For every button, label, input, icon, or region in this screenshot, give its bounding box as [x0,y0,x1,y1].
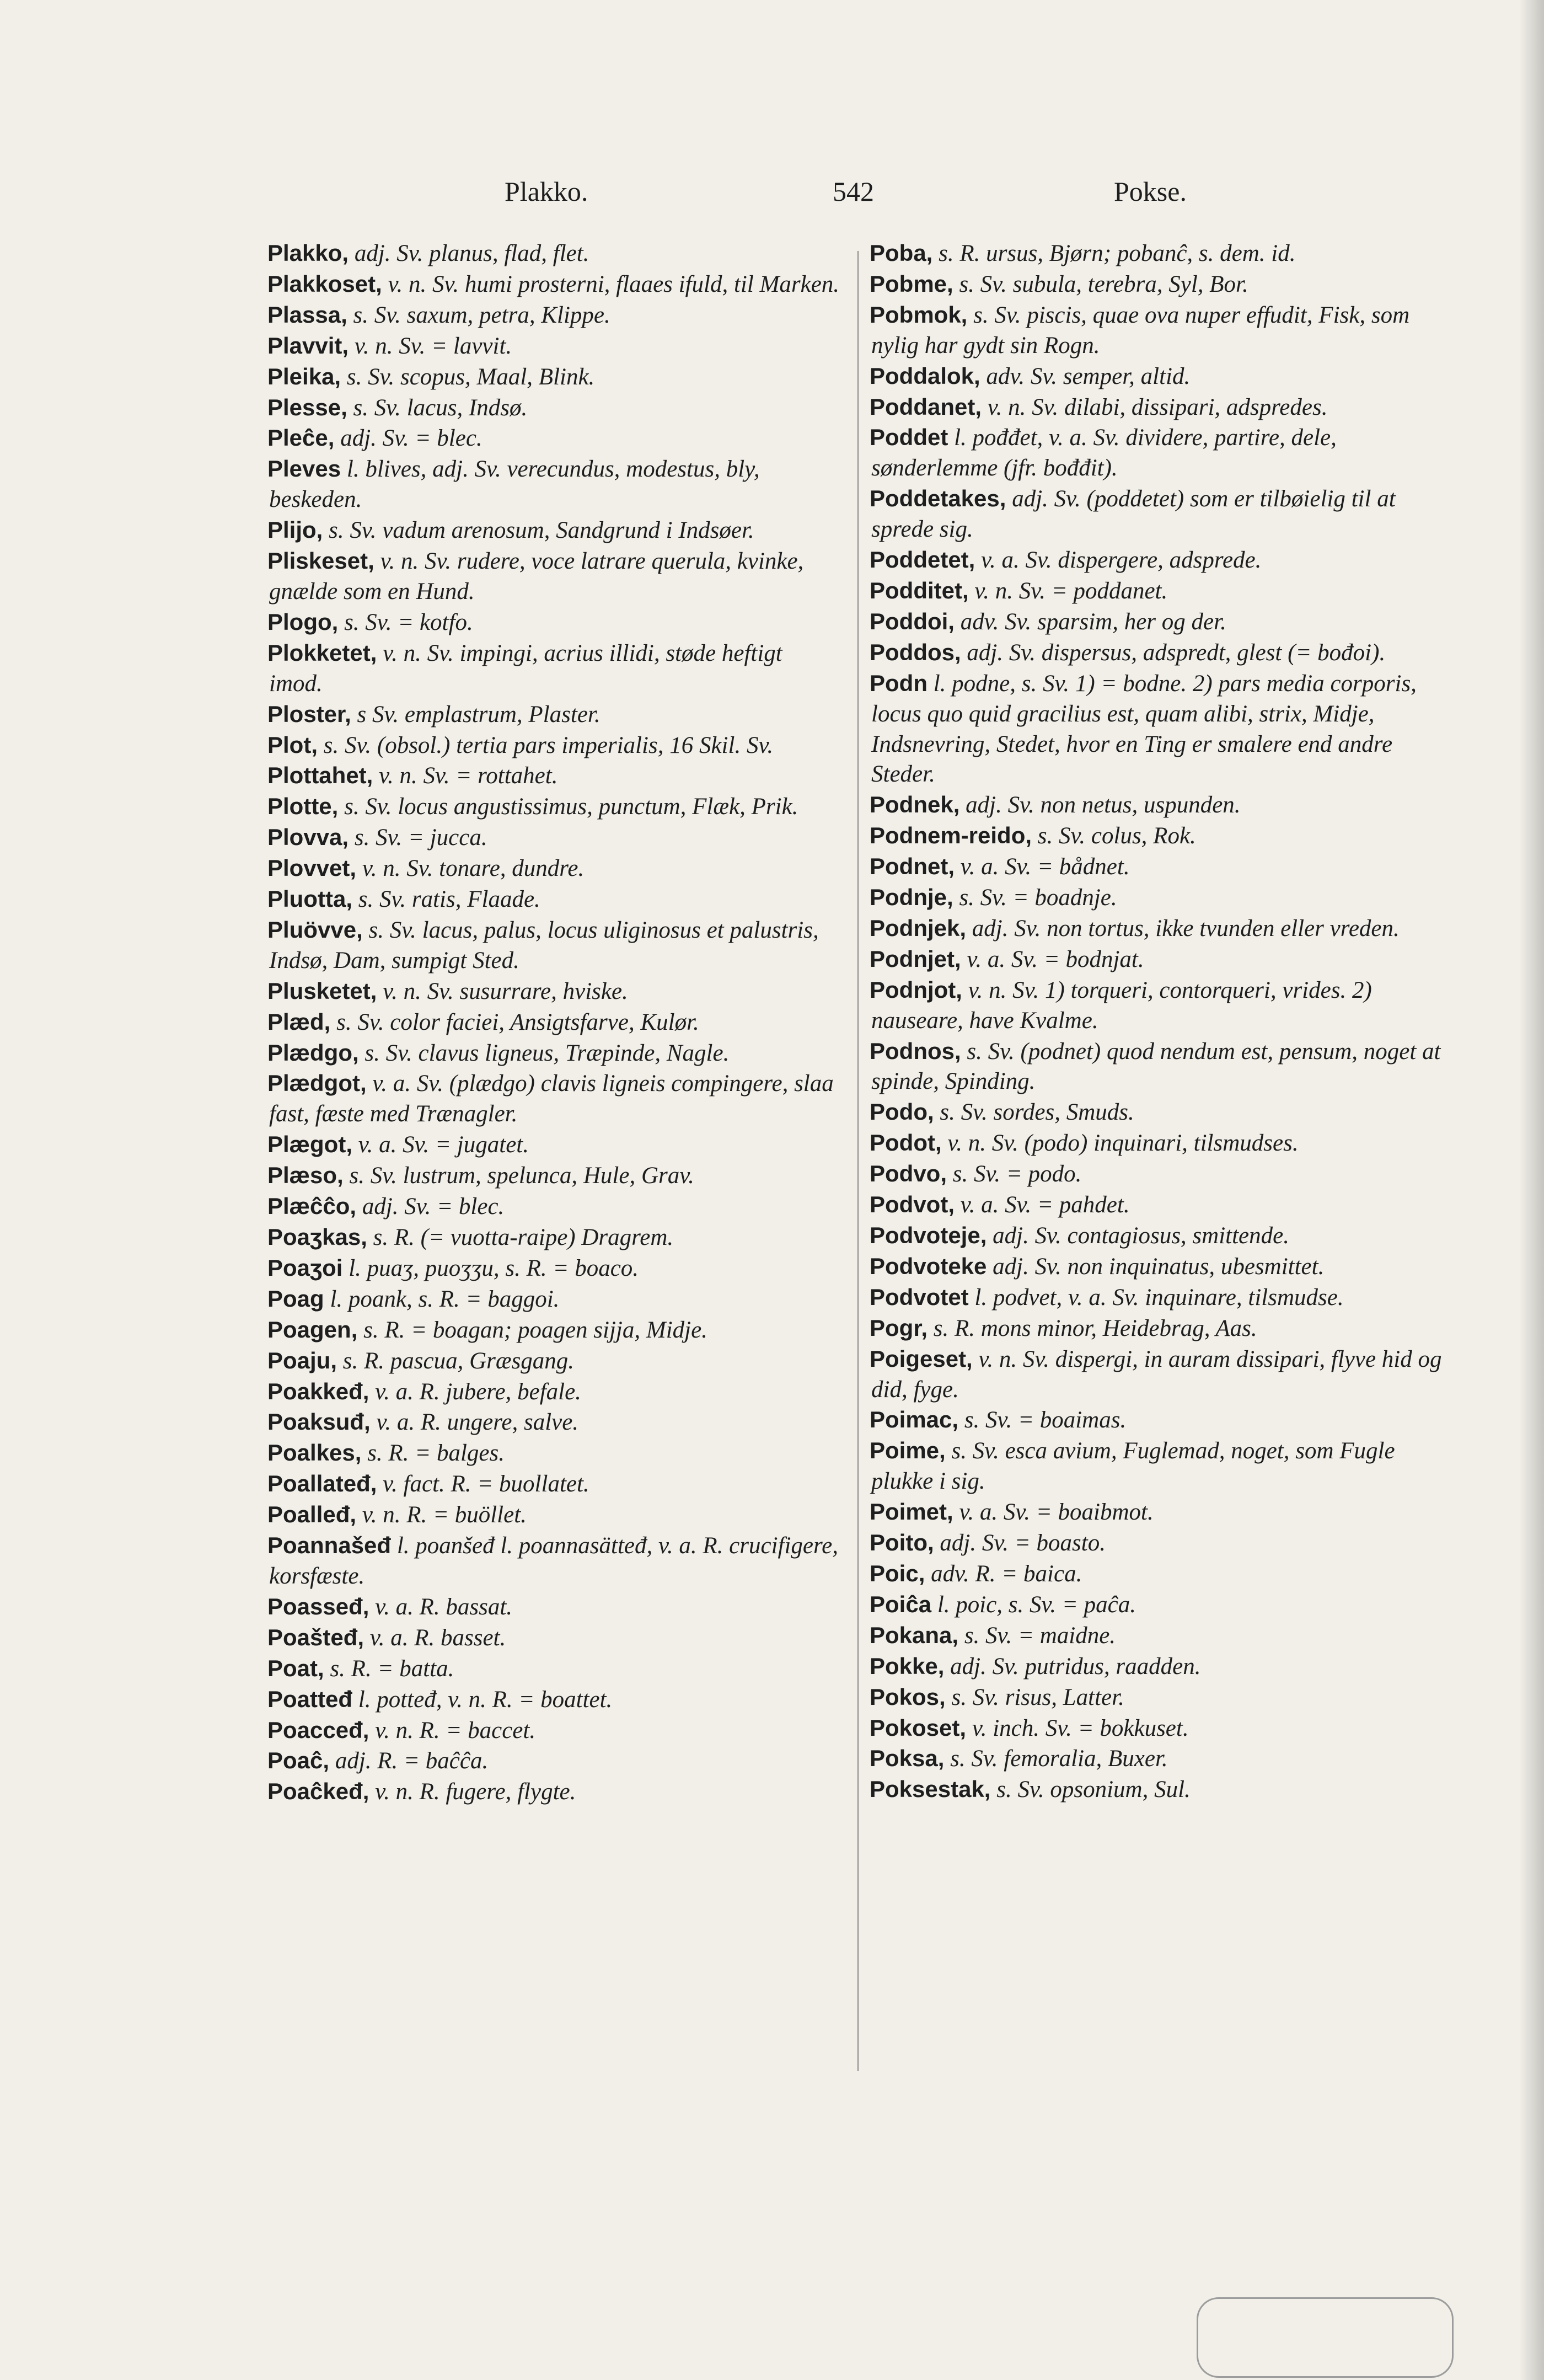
entry-definition: adv. Sv. semper, altid. [986,363,1191,389]
dictionary-entry [871,975,1445,1036]
entry-headword: Pluövve, [267,916,363,943]
entry-headword: Poasseđ, [267,1593,369,1619]
dictionary-entry [871,607,1445,638]
dictionary-entry [871,1713,1445,1744]
entry-headword: Poimac, [870,1406,959,1433]
entry-headword: Plot, [267,731,318,758]
entry-headword: Poacceđ, [267,1716,369,1743]
entry-headword: Poddos, [870,639,961,665]
dictionary-entry [269,393,841,424]
entry-headword: Poito, [870,1529,934,1556]
dictionary-entry [871,1159,1445,1190]
entry-definition: l. potteđ, v. n. R. = boattet. [358,1686,613,1713]
entry-headword: Pobme, [870,270,953,297]
entry-headword: Plægot, [267,1131,352,1158]
entry-headword: Poigeset, [870,1345,973,1372]
dictionary-entry [871,238,1445,269]
entry-headword: Plovvet, [267,855,357,881]
dictionary-entry [871,422,1445,484]
dictionary-entry [269,454,841,515]
entry-definition: l. poank, s. R. = baggoi. [330,1286,560,1312]
entry-headword: Poic, [870,1560,925,1586]
entry-headword: Plassa, [267,301,347,328]
entry-definition: s. Sv. = maidne. [964,1622,1116,1649]
entry-headword: Poannašeđ [267,1532,392,1559]
entry-headword: Pokos, [870,1683,946,1710]
entry-headword: Podn [870,670,928,696]
entry-headword: Podditet, [870,577,969,603]
entry-definition: s. R. = balges. [367,1440,505,1467]
entry-definition: s. Sv. = kotfo. [344,609,473,635]
dictionary-entry [871,1620,1445,1651]
entry-headword: Podot, [870,1130,942,1156]
entry-definition: v. inch. Sv. = bokkuset. [972,1715,1189,1741]
entry-headword: Poaĉ, [267,1747,330,1774]
entry-definition: v. n. Sv. susurrare, hviske. [383,978,628,1004]
dictionary-entry [269,761,841,791]
entry-definition: v. n. Sv. = poddanet. [974,577,1168,604]
entry-headword: Plottahet, [267,762,373,789]
dictionary-entry [269,884,841,915]
dictionary-entry [269,1684,841,1715]
entry-headword: Poag [267,1285,324,1312]
entry-headword: Poddoi, [870,608,955,634]
entry-definition: s. Sv. sordes, Smuds. [940,1099,1134,1126]
dictionary-entry [871,1436,1445,1497]
dictionary-entry [269,515,841,546]
dictionary-entry [871,1528,1445,1559]
dictionary-entry [269,1654,841,1684]
entry-headword: Poddetakes, [870,485,1006,512]
entry-headword: Podvoteke [870,1253,987,1279]
entry-headword: Poaʒoi [267,1254,343,1281]
entry-headword: Plesse, [267,394,347,420]
entry-definition: adj. Sv. = blec. [362,1194,505,1220]
entry-definition: s. Sv. scopus, Maal, Blink. [346,363,595,390]
dictionary-entry [269,1038,841,1069]
entry-headword: Plavvit, [267,332,349,359]
dictionary-entry [871,1651,1445,1682]
dictionary-entry [269,1407,841,1438]
entry-headword: Podvot, [870,1191,955,1218]
entry-definition: s. Sv. (podnet) quod nendum est, pensum, noget at spinde, Spinding. [871,1038,1441,1095]
dictionary-entry [269,1284,841,1315]
entry-headword: Plijo, [267,517,323,543]
dictionary-entry [871,361,1445,392]
entry-headword: Poagen, [267,1316,358,1343]
entry-headword: Plæd, [267,1008,331,1035]
entry-headword: Poimet, [870,1499,953,1525]
entry-headword: Pokke, [870,1652,945,1679]
dictionary-entry [269,1438,841,1469]
entry-headword: Poddet [870,424,948,451]
entry-definition: s. Sv. colus, Rok. [1037,823,1196,849]
dictionary-entry [871,1036,1445,1098]
entry-headword: Poaʒkas, [267,1224,367,1250]
entry-definition: s. Sv. locus angustissimus, punctum, Flæk, Prik. [344,794,798,820]
dictionary-entry [871,790,1445,821]
entry-definition: s. Sv. subula, terebra, Syl, Bor. [959,271,1248,297]
entry-headword: Poksestak, [870,1776,991,1803]
entry-definition: v. n. Sv. dispergi, in auram dissipari, flyve hid og did, fyge. [871,1346,1442,1403]
entry-definition: l. poic, s. Sv. = paĉa. [937,1591,1136,1618]
entry-definition: s. Sv. risus, Latter. [951,1684,1124,1710]
dictionary-entry [269,1315,841,1346]
dictionary-entry [871,1743,1445,1774]
entry-definition: s. Sv. vadum arenosum, Sandgrund i Indsøer. [329,517,754,544]
entry-definition: s. R. pascua, Græsgang. [342,1347,575,1374]
entry-headword: Poakkeđ, [267,1378,369,1404]
entry-headword: Plakko, [267,240,349,266]
dictionary-entry [269,300,841,331]
entry-definition: adj. Sv. contagiosus, smittende. [993,1223,1289,1249]
dictionary-entry [871,1344,1445,1405]
dictionary-entry [269,853,841,884]
entry-headword: Pleika, [267,363,341,389]
dictionary-entry [269,1531,841,1592]
entry-headword: Poddalok, [870,362,980,389]
dictionary-entry [871,1128,1445,1159]
entry-headword: Poksa, [870,1745,945,1772]
dictionary-entry [269,1191,841,1222]
dictionary-entry [871,638,1445,668]
entry-definition: s. Sv. (obsol.) tertia pars imperialis, 16 Skil. Sv. [323,732,774,758]
entry-definition: s. Sv. lacus, Indsø. [353,394,528,421]
entry-headword: Plædgo, [267,1039,359,1066]
dictionary-entry [269,915,841,976]
dictionary-entry [269,1715,841,1746]
dictionary-entry [871,1313,1445,1344]
entry-definition: l. podvet, v. a. Sv. inquinare, tilsmudse. [974,1284,1344,1311]
entry-definition: s. Sv. color faciei, Ansigtsfarve, Kulør. [336,1009,699,1035]
entry-definition: s. Sv. piscis, quae ova nuper effudit, Fisk, som nylig har gydt sin Rogn. [871,302,1410,359]
entry-definition: adj. Sv. non netus, uspunden. [966,792,1241,819]
entry-definition: v. a. R. ungere, salve. [376,1409,579,1436]
dictionary-entry [269,423,841,454]
entry-definition: adj. Sv. = blec. [340,425,482,452]
entry-definition: adj. Sv. planus, flad, flet. [354,240,589,266]
dictionary-entry [269,1130,841,1160]
entry-definition: v. a. Sv. = pahdet. [960,1192,1130,1218]
entry-definition: v. a. Sv. = bådnet. [960,854,1130,880]
entry-headword: Ploster, [267,700,351,727]
entry-headword: Pogr, [870,1314,928,1341]
entry-definition: s. Sv. lustrum, spelunca, Hule, Grav. [349,1163,694,1189]
entry-definition: v. a. Sv. = boaibmot. [959,1499,1154,1526]
entry-headword: Podnjet, [870,945,961,972]
entry-headword: Podvo, [870,1160,947,1187]
dictionary-entry [871,300,1445,361]
entry-headword: Pokoset, [870,1714,967,1741]
dictionary-entry [871,883,1445,913]
entry-definition: v. n. R. = baccet. [375,1717,536,1743]
entry-headword: Poddetet, [870,547,975,573]
page-number: 542 [833,176,874,207]
dictionary-entry [269,1346,841,1377]
dictionary-entry [871,1774,1445,1805]
entry-headword: Poaksuđ, [267,1409,371,1435]
entry-definition: adj. Sv. = boasto. [940,1530,1106,1557]
entry-definition: v. a. Sv. dispergere, adsprede. [981,547,1262,574]
dictionary-entry [269,269,841,300]
entry-definition: v. n. R. fugere, flygte. [375,1779,576,1805]
entry-definition: s. Sv. = boadnje. [959,885,1117,911]
entry-definition: s. Sv. ratis, Flaade. [358,886,540,913]
entry-definition: s. Sv. = boaimas. [964,1407,1127,1434]
entry-headword: Plæso, [267,1162,344,1189]
dictionary-entry [269,791,841,822]
entry-headword: Plokketet, [267,639,377,666]
dictionary-entry [871,1190,1445,1221]
entry-headword: Plæĉĉo, [267,1193,357,1220]
dictionary-entry [871,852,1445,883]
entry-definition: s. Sv. = podo. [952,1161,1082,1188]
entry-headword: Poaĉkeđ, [267,1778,369,1805]
entry-definition: v. n. Sv. humi prosterni, flaaes ifuld, til Marken. [388,271,840,297]
dictionary-entry [871,821,1445,852]
entry-headword: Poatteđ [267,1686,353,1712]
entry-definition: v. a. Sv. = bodnjat. [967,946,1144,972]
entry-definition: l. pođđet, v. a. Sv. dividere, partire, dele, sønderlemme (jfr. bođđit). [871,425,1337,482]
entry-definition: s. Sv. femoralia, Buxer. [950,1746,1168,1772]
entry-headword: Poallateđ, [267,1470,377,1497]
entry-headword: Pleves [267,456,341,482]
dictionary-entry [871,1590,1445,1620]
entry-definition: v. a. R. bassat. [375,1593,513,1620]
dictionary-entry [269,1777,841,1807]
entry-definition: v. n. Sv. dilabi, dissipari, adspredes. [987,394,1328,420]
entry-headword: Poddanet, [870,393,982,420]
entry-definition: adv. R. = baica. [931,1560,1082,1587]
dictionary-entry [871,545,1445,576]
page-edge-shadow [1519,0,1544,2380]
dictionary-entry [871,484,1445,545]
entry-definition: v. n. Sv. 1) torqueri, contorqueri, vrides. 2) nauseare, have Kvalme. [871,977,1372,1034]
entry-headword: Pleĉe, [267,425,335,451]
entry-headword: Podnje, [870,884,953,911]
entry-definition: s. R. = batta. [330,1655,454,1682]
dictionary-entry [269,238,841,269]
entry-headword: Pliskeset, [267,548,374,574]
entry-definition: s Sv. emplastrum, Plaster. [357,701,601,728]
entry-definition: v. a. Sv. (plædgo) clavis ligneis compingere, slaa fast, fæste med Trænagler. [269,1071,834,1127]
dictionary-entry [269,1746,841,1777]
entry-definition: v. n. R. = buöllet. [362,1502,527,1528]
dictionary-entry [269,638,841,699]
entry-definition: s. R. (= vuotta-raipe) Dragrem. [373,1224,674,1250]
entry-headword: Plotte, [267,793,339,820]
entry-headword: Poalleđ, [267,1501,357,1528]
entry-headword: Plædgot, [267,1070,367,1097]
header-right-guideword: Pokse. [1114,176,1187,207]
dictionary-entry [269,822,841,853]
dictionary-entry [269,1469,841,1500]
entry-definition: s. R. ursus, Bjørn; pobanĉ, s. dem. id. [939,240,1296,266]
entry-definition: s. Sv. esca avium, Fuglemad, noget, som Fugle plukke i sig. [871,1438,1395,1495]
entry-headword: Plovva, [267,824,349,851]
entry-headword: Plakkoset, [267,270,382,297]
dictionary-entry [269,331,841,362]
dictionary-entry [871,913,1445,944]
entry-definition: adj. Sv. putridus, raadden. [950,1653,1201,1680]
entry-definition: s. R. = boagan; poagen sijja, Midje. [363,1317,707,1343]
entry-definition: s. Sv. clavus ligneus, Træpinde, Nagle. [364,1040,730,1066]
dictionary-entry [269,1253,841,1284]
dictionary-entry [269,607,841,638]
entry-definition: adv. Sv. sparsim, her og der. [960,608,1226,635]
dictionary-entry [871,1282,1445,1313]
dictionary-entry [269,1160,841,1191]
entry-definition: adj. Sv. dispersus, adspredt, glest (= bođoi). [967,639,1386,666]
entry-definition: v. n. Sv. = rottahet. [379,763,558,789]
entry-headword: Podnjot, [870,976,962,1003]
dictionary-entry [269,976,841,1007]
dictionary-entry [871,1251,1445,1282]
left-column [269,238,841,1807]
entry-definition: s. Sv. saxum, petra, Klippe. [353,302,610,328]
entry-definition: adj. Sv. non tortus, ikke tvunden eller vreden. [972,915,1400,942]
dictionary-entry [871,1559,1445,1590]
entry-definition: v. fact. R. = buollatet. [383,1471,589,1497]
entry-definition: s. Sv. = jucca. [354,825,487,851]
entry-definition: l. poanšeđ l. poannasätteđ, v. a. R. crucifigere, korsfæste. [269,1533,838,1589]
dictionary-entry [871,1497,1445,1528]
dictionary-entry [871,576,1445,607]
entry-headword: Poime, [870,1437,946,1464]
entry-definition: s. Sv. opsonium, Sul. [996,1777,1191,1803]
dictionary-entry [269,1592,841,1623]
entry-definition: s. Sv. lacus, palus, locus uliginosus et palustris, Indsø, Dam, sumpigt Sted. [269,917,819,974]
entry-headword: Plusketet, [267,977,377,1004]
entry-headword: Podnek, [870,791,960,818]
dictionary-entry [871,944,1445,975]
dictionary-entry [871,1682,1445,1713]
entry-definition: v. n. Sv. impingi, acrius illidi, støde heftigt imod. [269,640,782,697]
dictionary-entry [871,1405,1445,1436]
dictionary-entry [871,392,1445,423]
entry-definition: v. n. Sv. tonare, dundre. [362,855,585,882]
entry-headword: Podnem-reido, [870,822,1032,849]
dictionary-entry [269,546,841,607]
entry-headword: Poašteđ, [267,1624,364,1650]
dictionary-entry [269,730,841,761]
library-stamp-outline [1197,2297,1454,2378]
entry-definition: v. n. Sv. (podo) inquinari, tilsmudses. [947,1130,1299,1157]
dictionary-entry [269,1068,841,1130]
dictionary-entry [269,1500,841,1531]
dictionary-entry [871,269,1445,300]
entry-headword: Plogo, [267,608,339,635]
entry-definition: v. n. Sv. = lavvit. [354,333,512,359]
entry-definition: l. puaʒ, puoʒʒu, s. R. = boaco. [349,1255,639,1281]
entry-definition: adj. Sv. (poddetet) som er tilbøielig til at sprede sig. [871,486,1396,543]
header-left-guideword: Plakko. [505,176,588,207]
entry-headword: Poiĉa [870,1591,932,1617]
entry-headword: Podnos, [870,1037,961,1064]
entry-definition: v. a. R. basset. [369,1624,506,1651]
entry-headword: Poat, [267,1655,324,1681]
dictionary-entry [269,1623,841,1654]
entry-headword: Poba, [870,240,933,266]
entry-headword: Podvotet [870,1283,969,1310]
entry-headword: Pobmok, [870,301,968,328]
entry-definition: adj. Sv. non inquinatus, ubesmittet. [993,1253,1325,1280]
dictionary-entry [871,1221,1445,1251]
dictionary-entry [269,699,841,730]
entry-headword: Podnet, [870,853,955,880]
entry-definition: v. n. Sv. rudere, voce latrare querula, kvinke, gnælde som en Hund. [269,548,804,605]
entry-definition: s. R. mons minor, Heidebrag, Aas. [933,1315,1257,1341]
entry-headword: Podvoteje, [870,1222,987,1248]
entry-headword: Podo, [870,1099,934,1125]
dictionary-entry [269,362,841,393]
right-column [871,238,1445,1805]
dictionary-entry [871,1097,1445,1128]
dictionary-entry [871,668,1445,790]
entry-headword: Pluotta, [267,886,352,912]
entry-headword: Poaju, [267,1347,337,1373]
page-header [0,175,1544,220]
entry-definition: v. a. R. jubere, befale. [375,1378,581,1405]
dictionary-entry [269,1377,841,1408]
dictionary-entry [269,1007,841,1038]
entry-headword: Podnjek, [870,914,967,941]
column-divider [857,251,859,2071]
entry-definition: l. podne, s. Sv. 1) = bodne. 2) pars media corporis, locus quo quid gracilius est, quam alibi, strix, Midje, Indsnevring, Stedet, hvor en Ting er smalere end andre Steder. [871,670,1417,788]
entry-definition: v. a. Sv. = jugatet. [358,1132,529,1158]
entry-headword: Poalkes, [267,1440,362,1466]
dictionary-entry [269,1222,841,1253]
entry-headword: Pokana, [870,1622,959,1648]
entry-definition: l. blives, adj. Sv. verecundus, modestus, bly, beskeden. [269,456,760,513]
entry-definition: adj. R. = baĉĉa. [335,1748,489,1774]
